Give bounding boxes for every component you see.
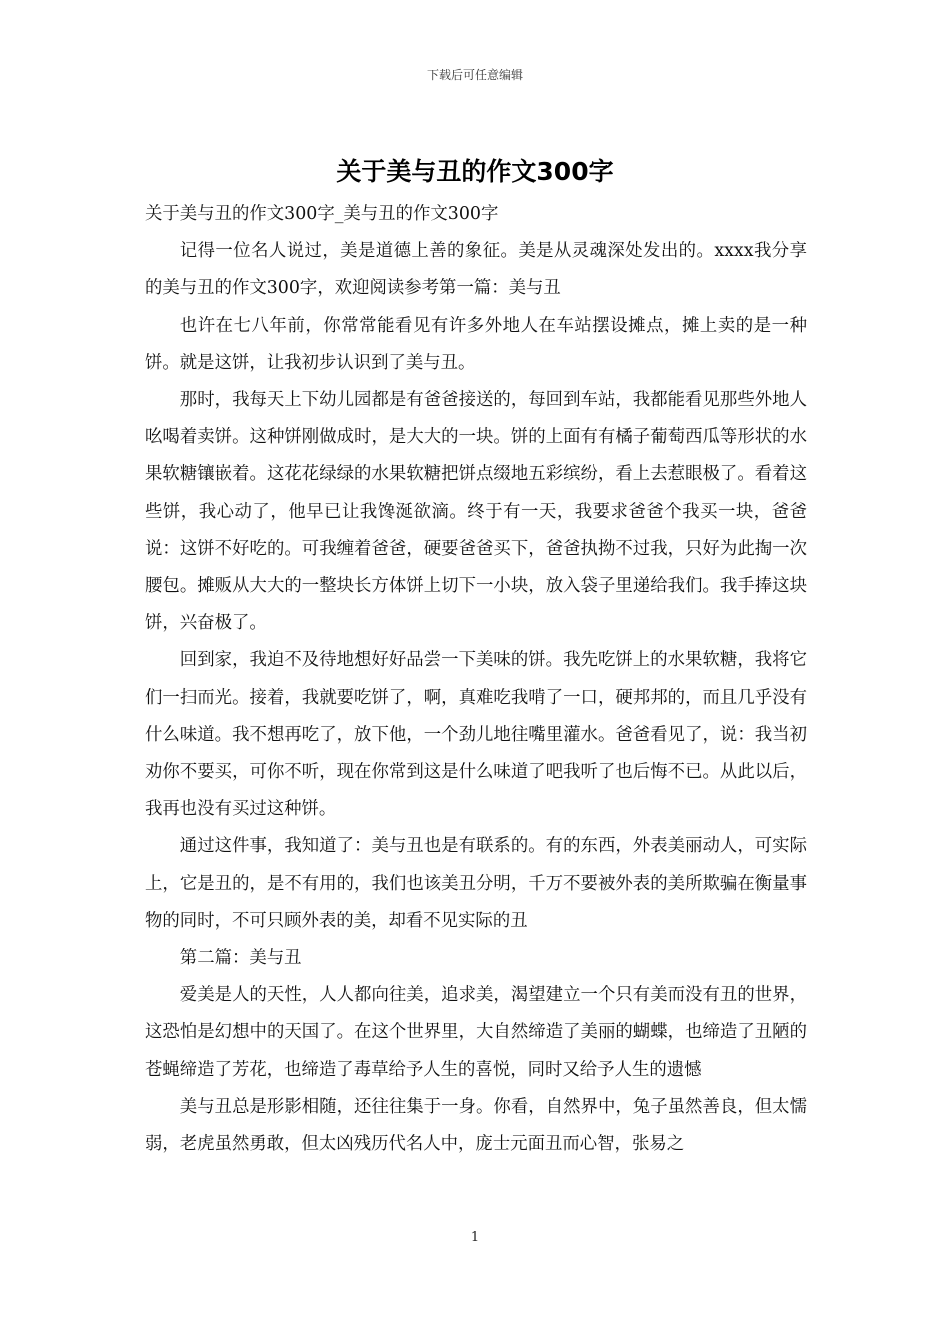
page-header: 下载后可任意编辑 xyxy=(426,68,523,82)
paragraph: 爱美是人的天性，人人都向往美，追求美，渴望建立一个只有美而没有丑的世界，这恐怕是幻想中的天国了。在这个世界里，大自然缔造了美丽的蝴蝶，也缔造了丑陋的苍蝇缔造了芳花，也缔造了毒草给予人生的喜悦，同时又给予人生的遗憾 xyxy=(145,985,807,1080)
document-body xyxy=(145,196,807,1163)
paragraph: 也许在七八年前，你常常能看见有许多外地人在车站摆设摊点，摊上卖的是一种饼。就是这饼，让我初步认识到了美与丑。 xyxy=(145,315,807,373)
document-subtitle: 关于美与丑的作文300字_美与丑的作文300字 xyxy=(145,204,499,224)
document-title: 关于美与丑的作文300字 xyxy=(336,157,614,186)
section-heading: 第二篇：美与丑 xyxy=(179,948,302,969)
paragraph: 美与丑总是形影相随，还往往集于一身。你看，自然界中，兔子虽然善良，但太懦弱，老虎虽然勇敢，但太凶残历代名人中，庞士元面丑而心智，张易之 xyxy=(145,1096,807,1155)
paragraph: 那时，我每天上下幼儿园都是有爸爸接送的，每回到车站，我都能看见那些外地人吆喝着卖饼。这种饼刚做成时，是大大的一块。饼的上面有有橘子葡萄西瓜等形状的水果软糖镶嵌着。这花花绿绿的水果软糖把饼点缀地五彩缤纷，看上去惹眼极了。看着这些饼，我心动了，他早已让我馋涎欲滴。终于有一天，我要求爸爸个我买一块，爸爸说：这饼不好吃的。可我缠着爸爸，硬要爸爸买下，爸爸执拗不过我，只好为此掏一次腰包。摊贩从大大的一整块长方体饼上切下一小块，放入袋子里递给我们。我手捧这块饼，兴奋极了。 xyxy=(145,390,807,634)
paragraph: 回到家，我迫不及待地想好好品尝一下美味的饼。我先吃饼上的水果软糖，我将它们一扫而光。接着，我就要吃饼了，啊，真难吃我啃了一口，硬邦邦的，而且几乎没有什么味道。我不想再吃了，放下他，一个劲儿地往嘴里灌水。爸爸看见了，说：我当初劝你不要买，可你不听，现在你常到这是什么味道了吧我听了也后悔不已。从此以后，我再也没有买过这种饼。 xyxy=(145,650,807,820)
paragraph: 记得一位名人说过，美是道德上善的象征。美是从灵魂深处发出的。xxxx我分享的美与丑的作文300字，欢迎阅读参考第一篇：美与丑 xyxy=(145,241,807,299)
paragraph: 通过这件事，我知道了：美与丑也是有联系的。有的东西，外表美丽动人，可实际上，它是丑的，是不有用的，我们也该美丑分明，千万不要被外表的美所欺骗在衡量事物的同时，不可只顾外表的美，却看不见实际的丑 xyxy=(145,836,807,931)
page-number: 1 xyxy=(470,1230,480,1245)
